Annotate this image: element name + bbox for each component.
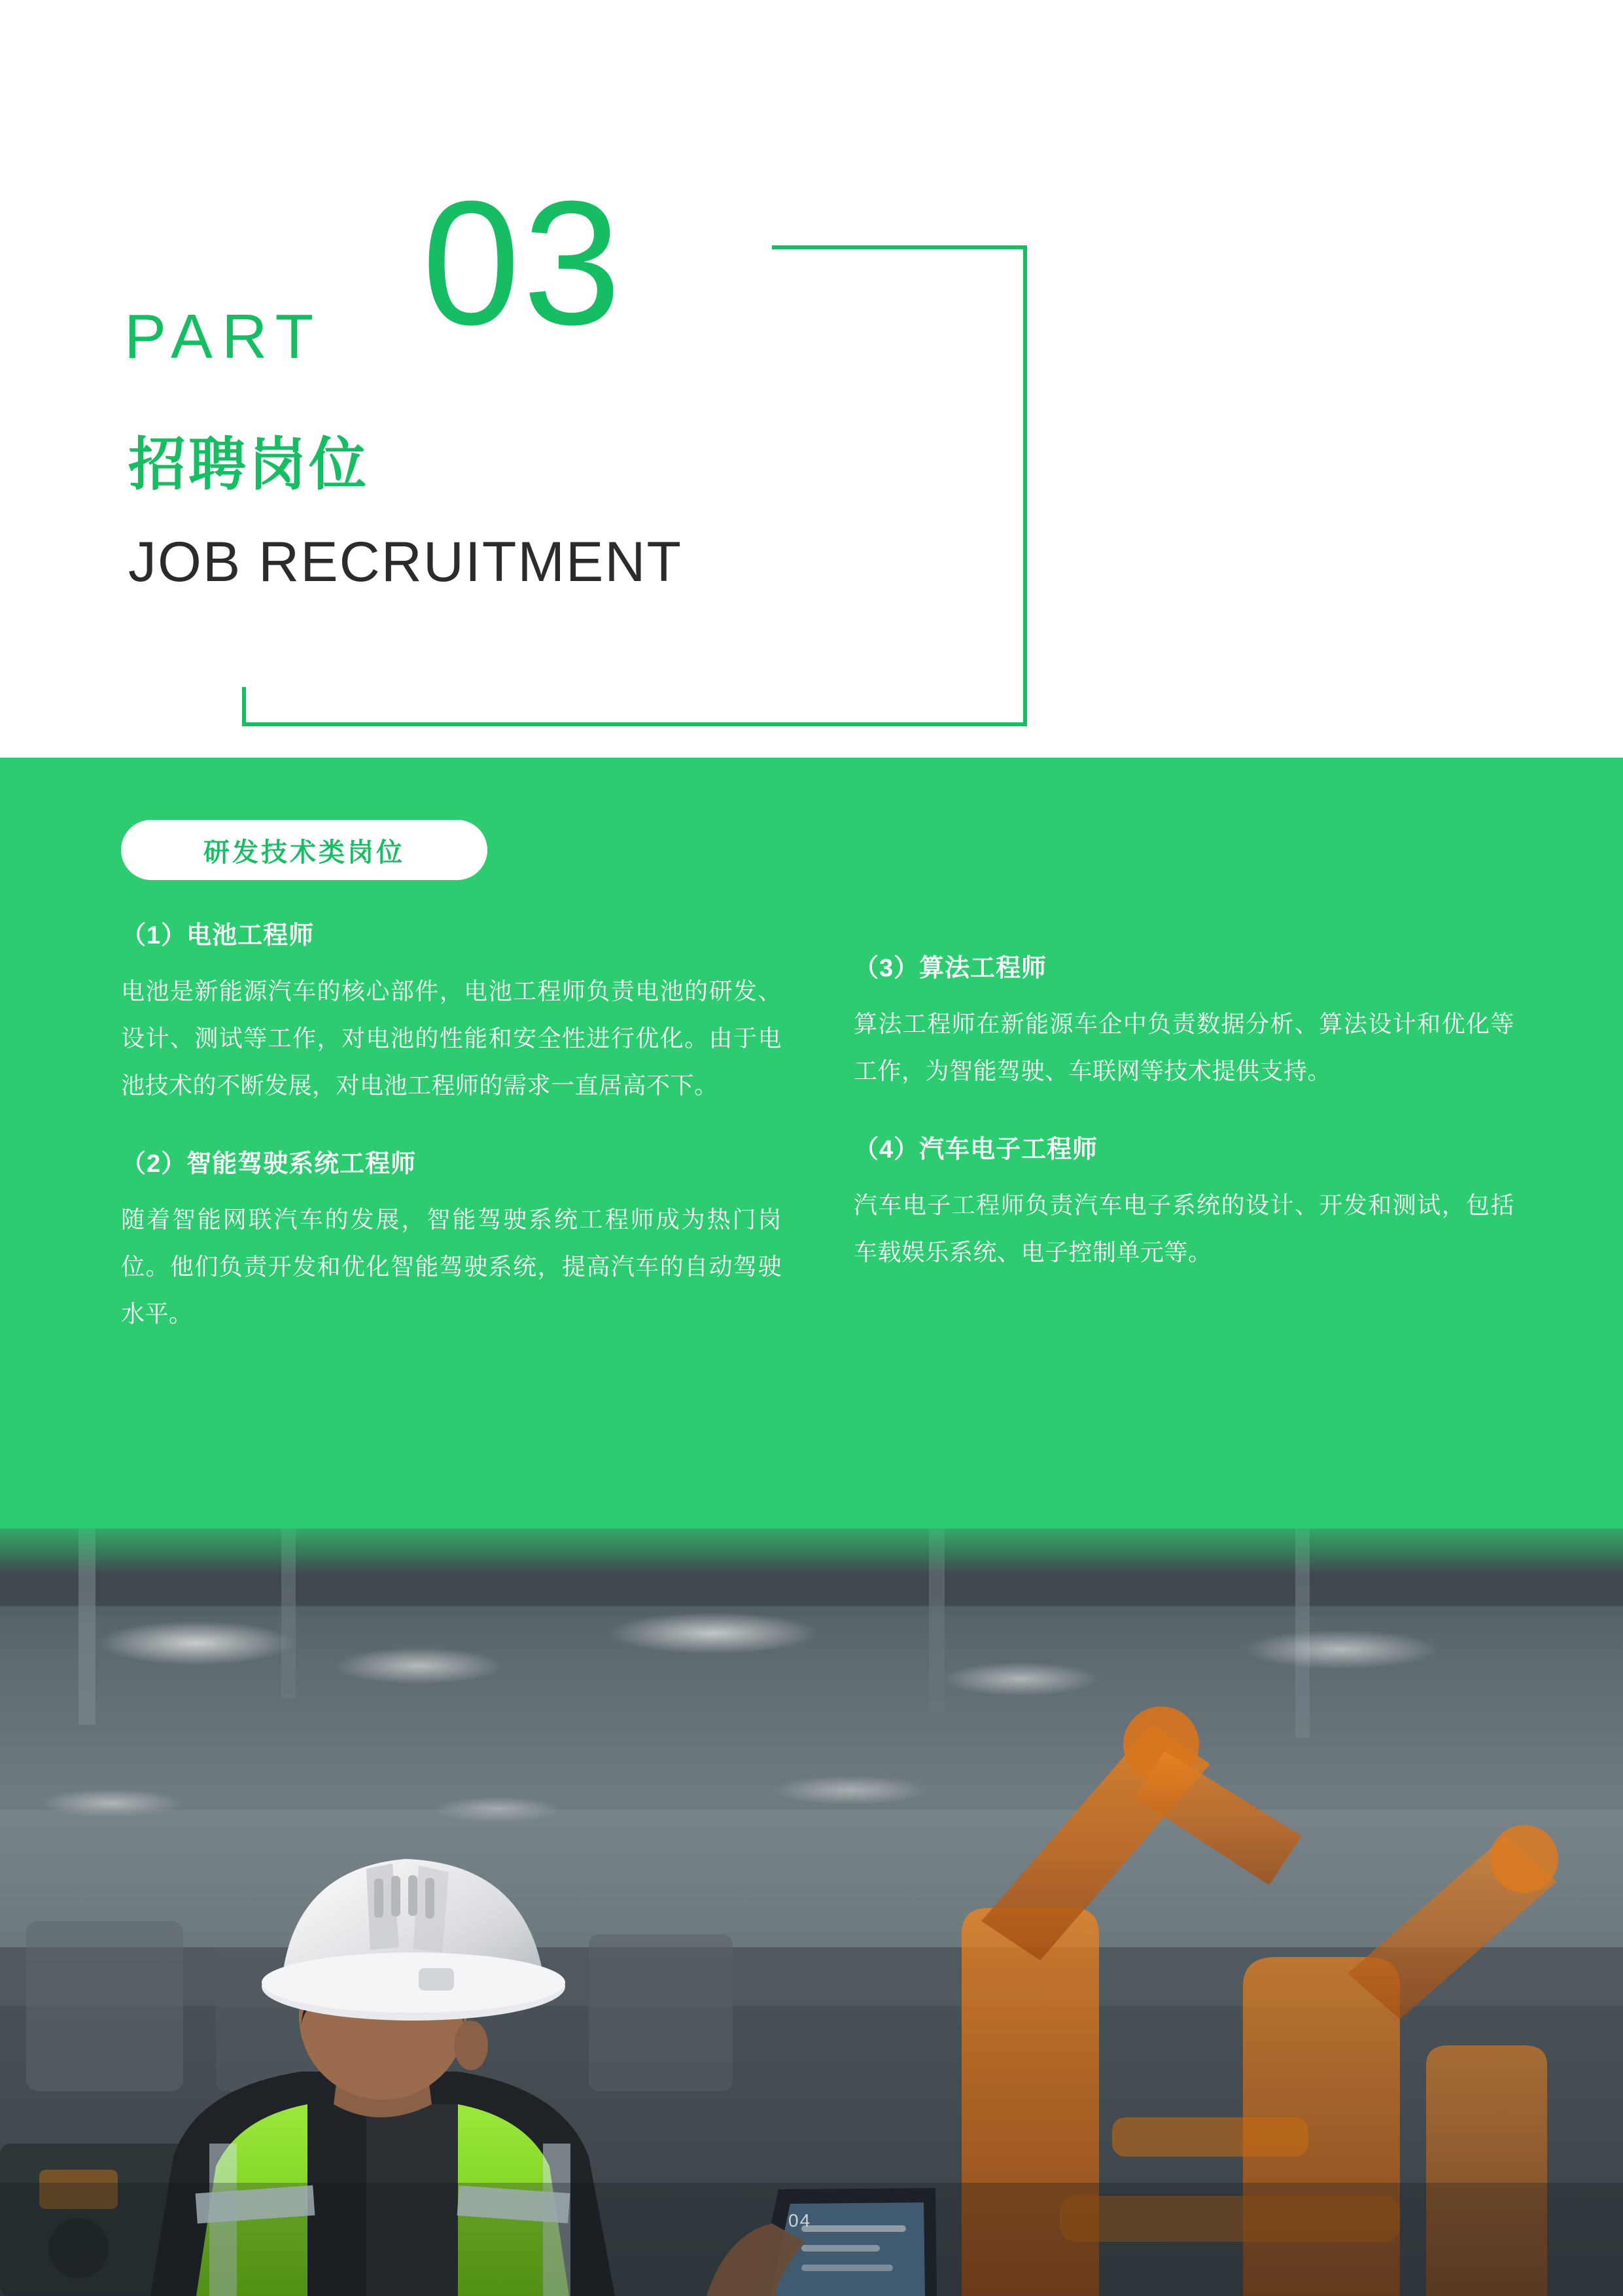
part-number: 03 xyxy=(422,165,624,362)
job-item xyxy=(121,1143,782,1337)
job-item xyxy=(854,1129,1514,1276)
decorative-frame-top-bar xyxy=(742,245,1027,249)
page-title-cn: 招聘岗位 xyxy=(128,432,370,497)
right-column xyxy=(854,947,1514,1276)
job-description: 随着智能网联汽车的发展，智能驾驶系统工程师成为热门岗位。他们负责开发和优化智能驾驶系统，提高汽车的自动驾驶水平。 xyxy=(121,1206,782,1327)
factory-photo xyxy=(0,1528,1623,2296)
job-title: （3）算法工程师 xyxy=(854,955,1047,982)
job-description: 电池是新能源汽车的核心部件，电池工程师负责电池的研发、设计、测试等工作，对电池的性能和安全性进行优化。由于电池技术的不断发展，对电池工程师的需求一直居高不下。 xyxy=(121,978,782,1099)
job-item xyxy=(121,915,782,1109)
part-label: PART xyxy=(124,302,323,372)
job-description: 汽车电子工程师负责汽车电子系统的设计、开发和测试，包括车载娱乐系统、电子控制单元等。 xyxy=(854,1192,1514,1265)
job-item xyxy=(854,947,1514,1095)
page-number: 04 xyxy=(788,2210,812,2231)
content-section xyxy=(0,758,1623,1528)
job-description: 算法工程师在新能源车企中负责数据分析、算法设计和优化等工作，为智能驾驶、车联网等技术提供支持。 xyxy=(854,1010,1514,1084)
header-section xyxy=(0,0,1623,758)
factory-photo-illustration xyxy=(0,1528,1623,2296)
left-column xyxy=(121,915,782,1337)
job-title: （2）智能驾驶系统工程师 xyxy=(121,1150,417,1178)
job-title: （4）汽车电子工程师 xyxy=(854,1136,1098,1163)
category-badge xyxy=(121,820,487,880)
job-title: （1）电池工程师 xyxy=(121,922,315,949)
page-title-en: JOB RECRUITMENT xyxy=(128,531,682,593)
category-badge-label: 研发技术类岗位 xyxy=(203,838,405,867)
